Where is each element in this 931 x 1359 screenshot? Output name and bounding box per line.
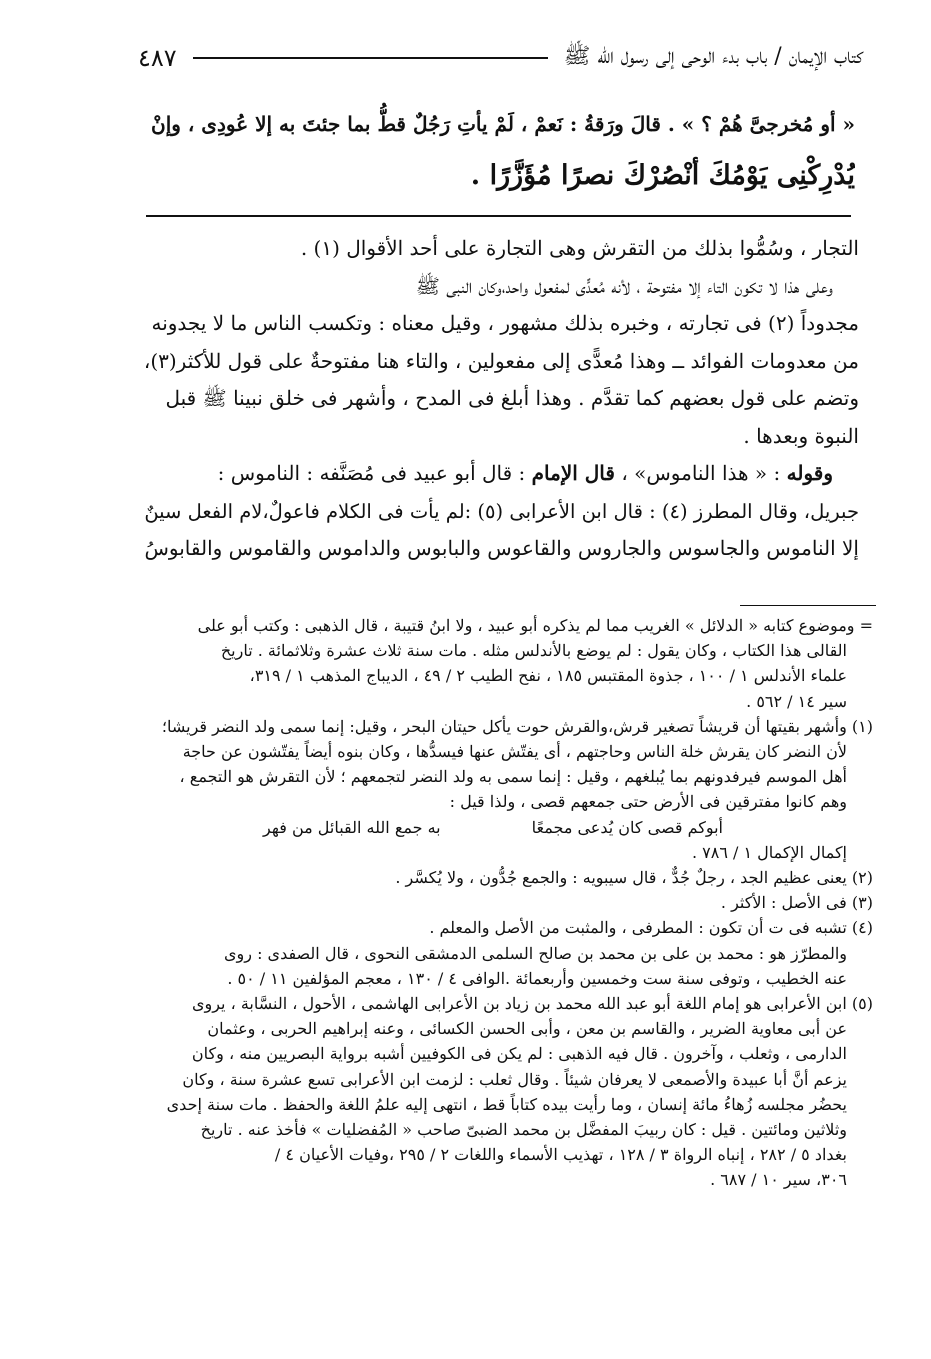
- footnote-line: والمطرّز هو : محمد بن على بن محمد بن صالح السلمى الدمشقى النحوى ، قال الصفدى : روى: [224, 943, 847, 963]
- text-line: التجار ، وسُمُّوا بذلك من التقرش وهى التجارة على أحد الأقوال (١) .: [300, 236, 859, 260]
- commentary-paragraph: [140, 230, 859, 268]
- hadith-line: « أو مُخرجىَّ هُمْ ؟ » . قالَ ورَقةُ : نَعمْ ، لَمْ يأتِ رَجُلٌ قطُّ بما جئتَ به إلا عُودِى ، وإنْ: [151, 112, 855, 136]
- footnote-line: ٣٠٦، سير ١٠ / ٦٨٧ .: [710, 1170, 847, 1190]
- footnote-line: لأن النضر كان يقرش خلة الناس وحاجتهم ، أى يفتّش عنها فيسدُّها ، وكان بنوه أيضاً يفتّشون عن حاجة: [182, 742, 847, 762]
- footnote-line: (٥) ابن الأعرابى هو إمام اللغة أبو عبد الله محمد بن زياد بن الأعرابى الهاشمى ، الأحول ، النسَّابة ، يروى: [191, 994, 873, 1014]
- poem-verse: [263, 815, 723, 840]
- lemma-quote: : « هذا الناموس» ،: [614, 461, 787, 485]
- commentary-paragraph: [140, 455, 859, 568]
- footnote-3: (٣) فى الأصل : الأكثر .: [720, 893, 873, 913]
- text-line: إلا الناموس والجاسوس والجاروس والقاعوس والبابوس والداموس والقاموس والقابوسُ: [144, 536, 859, 560]
- text-line: النبوة وبعدها .: [743, 423, 859, 448]
- footnote-line: وهم كانوا مفترقين فى الأرض حتى جمعهم قصى ، ولذا قيل :: [449, 792, 847, 812]
- footnotes: [140, 613, 873, 1193]
- hadith-line: يُدْرِكْنِى يَوْمُكَ أنْصُرْكَ نصرًا مُؤَزَّرًا .: [470, 160, 855, 191]
- footnote-line: سير ١٤ / ٥٦٢ .: [746, 691, 847, 711]
- footnote-5: [140, 991, 873, 1193]
- text-line: مجدوداً (٢) فى تجارته ، وخبره بذلك مشهور ، وقيل معناه : وتكسب الناس ما لا يجدونه: [151, 311, 859, 335]
- text-line: جبريل، وقال المطرز (٤) : قال ابن الأعرابى (٥) :لم يأت فى الكلام فاعولٌ،لام الفعل سينٌ: [144, 499, 859, 523]
- footnote-1: [140, 714, 873, 865]
- footnote-2: (٢) يعنى عظيم الجد ، رجلٌ جُدٌّ ، قال سيبويه : والجمع جُدُّون ، ولا يُكسَّر .: [395, 868, 873, 888]
- lemma-explanation: : قال أبو عبيد فى مُصَنَّفه : الناموس :: [217, 461, 532, 485]
- footnote-line: الدارمى ، وثعلب ، وآخرون . قال فيه الذهبى : لم يكن فى الكوفيين أشبه برواية البصريين منه ، وكان: [191, 1044, 847, 1064]
- poem-hemistich: أبوكم قصى كان يُدعى مجمعًا: [531, 817, 723, 837]
- poem-hemistich: به جمع الله القبائل من فهر: [263, 817, 441, 837]
- commentary-body: [140, 230, 859, 568]
- imam-heading: قال الإمام: [531, 461, 615, 485]
- footnote-divider: [740, 605, 876, 606]
- lemma-heading: وقوله: [786, 461, 833, 485]
- footnote-line: (١) وأشهر بقيتها أن قريشاً تصغير قرش،والقرش حوت يأكل حيتان البحر ، وقيل: إنما سمى ولد النضر قريشا؛: [161, 716, 873, 736]
- hadith-text: [142, 98, 855, 202]
- text-line: وعلى هذا لا تكون التاء إلا مفتوحة ، لأنه مُعدًّى لمفعول واحد،وكان النبى ﷺ: [415, 273, 833, 298]
- commentary-paragraph: [140, 268, 859, 456]
- footnote-line: علماء الأندلس ١ / ١٠٠ ، جذوة المقتبس ١٨٥ ، نفح الطيب ٢ / ٤٩ ، الديباج المذهب ١ / ٣١٩،: [249, 666, 847, 686]
- text-line: [140, 455, 859, 493]
- running-header: [138, 38, 863, 78]
- footnote-line: القالى هذا الكتاب ، وكان يقول : لم يوضع بالأندلس مثله . مات سنة ثلاث عشرة وثلاثمائة . تاريخ: [220, 641, 847, 661]
- footnote-4-continued: [140, 941, 873, 991]
- footnote-line: عنه الخطيب ، وتوفى سنة ست وخمسين وأربعمائة .الوافى ٤ / ١٣٠ ، معجم المؤلفين ١١ / ٥٠ .: [227, 968, 847, 988]
- text-line: من معدومات الفوائد ــ وهذا مُعدًّى إلى مفعولين ، والتاء هنا مفتوحةٌ على قول للأكثر(٣)،: [143, 348, 859, 373]
- section-divider: [146, 215, 851, 217]
- footnote-line: يحضُر مجلسه زُهاءُ مائة إنسان ، وما رأيت بيده كتاباً قط ، انتهى إليه علمُ اللغة والحفظ . مات سنة إحدى: [166, 1094, 847, 1114]
- header-rule: [193, 57, 548, 59]
- page-number: ٤٨٧: [138, 44, 177, 72]
- footnote-line: يزعم أنَّ أبا عبيدة والأصمعى لا يعرفان شيئاً . وقال ثعلب : لزمت ابن الأعرابى تسع عشرة سنة ، وكان: [182, 1069, 847, 1089]
- footnote-4: (٤) تشبه فى ت أن تكون : المطرفى ، والمثبت من الأصل والمعلم .: [429, 918, 873, 938]
- footnote-line: بغداد ٥ / ٢٨٢ ، إنباه الرواة ٣ / ١٢٨ ، تهذيب الأسماء واللغات ٢ / ٢٩٥ ،وفيات الأعيان ٤ /: [274, 1145, 847, 1165]
- footnote-line: أهل الموسم فيرفدونهم بما يُبلغهم ، وقيل : إنما سمى به ولد النضر لتجمعهم ؛ لأن التقرش هو التجمع ،: [179, 767, 847, 787]
- footnote-line: وثلاثين ومائتين . قيل : كان ربيبَ المفضَّل بن محمد الضبىّ صاحب « المُفضليات » فأخذ عنه . تاريخ: [200, 1120, 847, 1140]
- footnote-line: عن أبى معاوية الضرير ، والقاسم بن معن ، وأبى الحسن الكسائى ، وعنه إبراهيم الحربى ، وعثمان: [207, 1019, 847, 1039]
- text-line: وتضم على قول بعضهم كما تقدَّم . وهذا أبلغ فى المدح ، وأشهر فى خلق نبينا ﷺ قبل: [165, 386, 859, 410]
- footnote-continued: [140, 613, 873, 714]
- footnote-line: = وموضوع كتابه « الدلائل » الغريب مما لم يذكره أبو عبيد ، ولا ابنُ قتيبة ، قال الذهبى : وكتب أبو على: [197, 616, 873, 635]
- chapter-title: كتاب الإيمان / باب بدء الوحى إلى رسول الله ﷺ: [563, 44, 863, 69]
- footnote-source: إكمال الإكمال ١ / ٧٨٦ .: [691, 842, 847, 862]
